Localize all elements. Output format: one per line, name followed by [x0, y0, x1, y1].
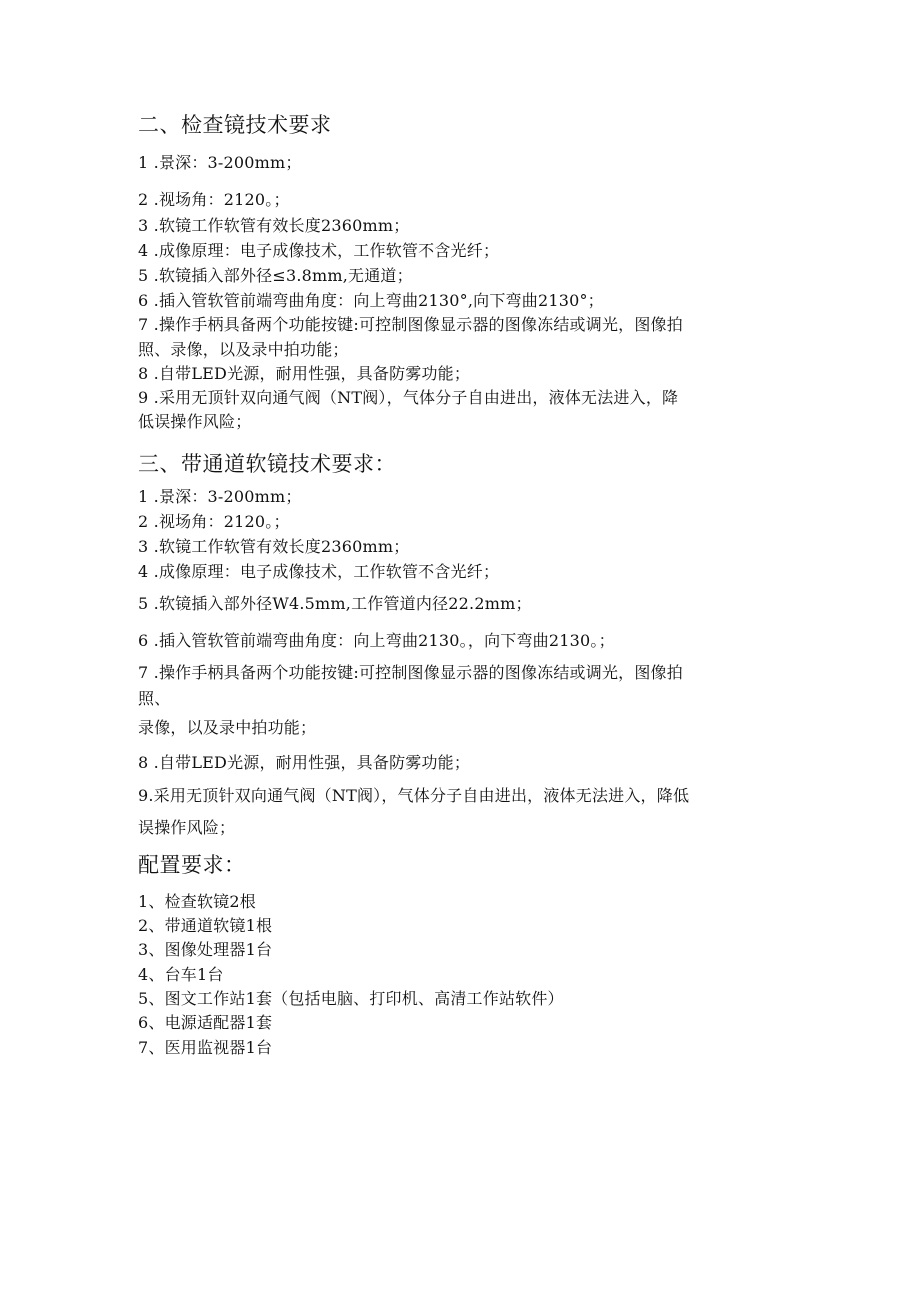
list-item: 1 .景深：3-200mm；: [138, 487, 302, 506]
list-item: 5 .软镜插入部外径≤3.8mm,无通道；: [138, 266, 413, 285]
list-item: 7 .操作手柄具备两个功能按键:可控制图像显示器的图像冻结或调光，图像拍: [138, 663, 683, 682]
list-item: 7 .操作手柄具备两个功能按键:可控制图像显示器的图像冻结或调光，图像拍: [138, 315, 683, 334]
section-heading-channel-scope: 三、带通道软镜技术要求：: [138, 452, 396, 476]
list-item: 6 .插入管软管前端弯曲角度：向上弯曲2130°,向下弯曲2130°；: [138, 291, 604, 310]
list-item: 4 .成像原理：电子成像技术，工作软管不含光纤；: [138, 241, 500, 260]
list-item: 3 .软镜工作软管有效长度2360mm；: [138, 216, 410, 235]
list-item: 3 .软镜工作软管有效长度2360mm；: [138, 537, 410, 556]
list-item: 5、图文工作站1套（包括电脑、打印机、高清工作站软件）: [138, 989, 564, 1008]
list-item: 2 .视场角：2120。；: [138, 512, 290, 531]
list-item: 6、电源适配器1套: [138, 1013, 273, 1032]
list-item: 2、带通道软镜1根: [138, 916, 273, 935]
section-heading-configuration: 配置要求：: [138, 853, 246, 877]
list-item: 9 .采用无顶针双向通气阀（NT阀），气体分子自由进出，液体无法进入，降: [138, 388, 679, 407]
list-item: 1、检查软镜2根: [138, 892, 256, 911]
list-item-continuation: 误操作风险；: [138, 818, 236, 837]
list-item: 2 .视场角：2120。；: [138, 190, 290, 209]
list-item: 8 .自带LED光源，耐用性强，具备防雾功能；: [138, 364, 471, 383]
list-item-continuation: 照、录像，以及录中拍功能；: [138, 340, 349, 359]
list-item: 4、台车1台: [138, 965, 224, 984]
list-item: 7、医用监视器1台: [138, 1038, 273, 1057]
list-item-continuation: 低误操作风险；: [138, 412, 252, 431]
list-item: 1 .景深：3-200mm；: [138, 153, 302, 172]
list-item-continuation: 照、: [138, 689, 171, 708]
list-item: 3、图像处理器1台: [138, 940, 273, 959]
list-item: 9.采用无顶针双向通气阀（NT阀），气体分子自由进出，液体无法进入，降低: [138, 786, 690, 805]
list-item: 6 .插入管软管前端弯曲角度：向上弯曲2130。，向下弯曲2130。；: [138, 631, 615, 650]
list-item-continuation: 录像，以及录中拍功能；: [138, 718, 317, 737]
list-item: 4 .成像原理：电子成像技术，工作软管不含光纤；: [138, 562, 500, 581]
list-item: 5 .软镜插入部外径W4.5mm,工作管道内径22.2mm；: [138, 594, 532, 613]
list-item: 8 .自带LED光源，耐用性强，具备防雾功能；: [138, 753, 471, 772]
section-heading-inspection-scope: 二、检查镜技术要求: [138, 113, 332, 137]
